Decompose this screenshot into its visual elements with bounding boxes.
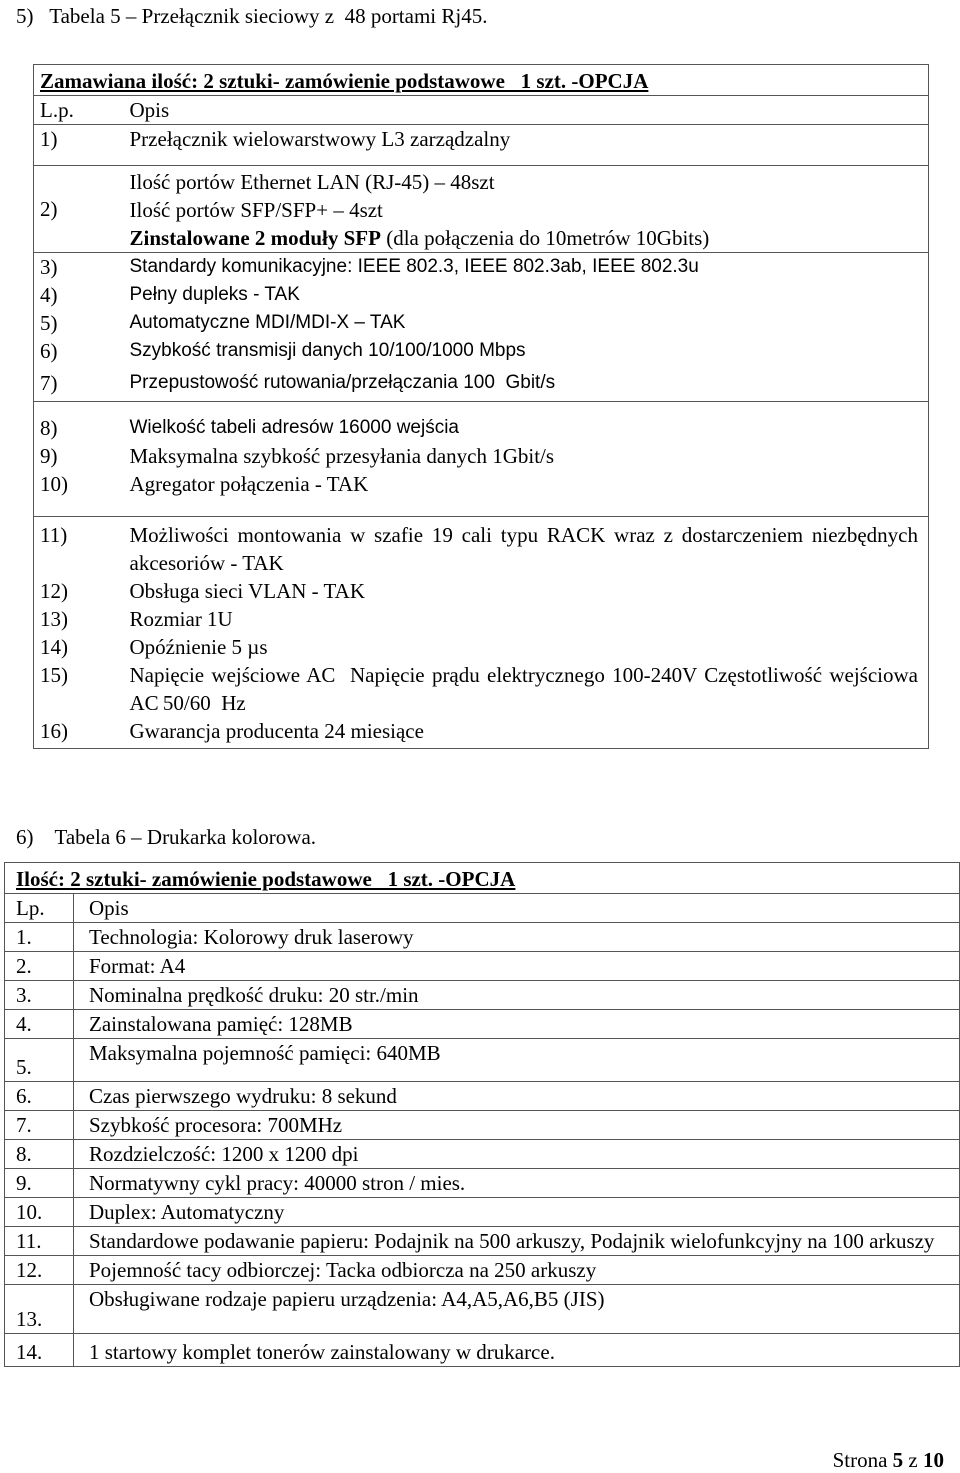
table-row — [5, 1334, 960, 1367]
table-row — [5, 1010, 960, 1039]
table-row — [34, 402, 929, 443]
row-description: Opóźnienie 5 µs — [122, 633, 929, 661]
row-description: Technologia: Kolorowy druk laserowy — [74, 923, 960, 952]
row-number: 6. — [5, 1082, 74, 1111]
row-number: 12) — [34, 577, 122, 605]
row-description: Pojemność tacy odbiorczej: Tacka odbiorcza na 250 arkuszy — [74, 1256, 960, 1285]
row-description: Duplex: Automatyczny — [74, 1198, 960, 1227]
row-number: 15) — [34, 661, 122, 717]
row-description: Gwarancja producenta 24 miesiące — [122, 717, 929, 749]
table-row — [5, 1111, 960, 1140]
row-line: Ilość portów SFP/SFP+ – 4szt — [129, 198, 383, 222]
row-number: 5. — [5, 1039, 74, 1082]
table-row — [34, 717, 929, 749]
table-row — [5, 923, 960, 952]
row-number: 4. — [5, 1010, 74, 1039]
table5-header-row — [34, 96, 929, 125]
row-line — [130, 224, 919, 252]
table-row — [34, 470, 929, 517]
table-row — [5, 1169, 960, 1198]
table-row — [5, 952, 960, 981]
row-number: 13) — [34, 605, 122, 633]
row-line-tail: (dla połączenia do 10metrów 10Gbits) — [380, 226, 710, 250]
table5-quantity: Zamawiana ilość: 2 sztuki- zamówienie podstawowe 1 szt. -OPCJA — [40, 69, 649, 93]
row-number: 1. — [5, 923, 74, 952]
row-number: 7) — [34, 365, 122, 402]
row-number: 7. — [5, 1111, 74, 1140]
section6-heading: 6) Tabela 6 – Drukarka kolorowa. — [16, 825, 317, 849]
row-description — [122, 166, 929, 253]
row-description: Automatyczne MDI/MDI-X – TAK — [122, 309, 929, 337]
footer-page-number: 5 — [892, 1448, 904, 1472]
row-number: 14. — [5, 1334, 74, 1367]
table-row — [34, 442, 929, 470]
row-number: 11. — [5, 1227, 74, 1256]
table6-header-row — [5, 894, 960, 923]
table-row — [34, 253, 929, 282]
footer-mid: z — [903, 1448, 923, 1472]
row-description: Standardowe podawanie papieru: Podajnik na 500 arkuszy, Podajnik wielofunkcyjny na 100 arkuszy — [74, 1227, 960, 1256]
row-number: 8. — [5, 1140, 74, 1169]
table-row — [34, 309, 929, 337]
row-description: 1 startowy komplet tonerów zainstalowany w drukarce. — [74, 1334, 960, 1367]
row-number: 13. — [5, 1285, 74, 1334]
row-number: 9. — [5, 1169, 74, 1198]
table-row — [34, 365, 929, 402]
row-description: Przełącznik wielowarstwowy L3 zarządzalny — [122, 125, 929, 166]
table6-col-lp: Lp. — [5, 894, 74, 923]
row-description: Przepustowość rutowania/przełączania 100 Gbit/s — [122, 365, 929, 402]
row-number: 14) — [34, 633, 122, 661]
table-row — [34, 517, 929, 578]
row-description: Pełny dupleks - TAK — [122, 281, 929, 309]
row-number: 16) — [34, 717, 122, 749]
row-description: Format: A4 — [74, 952, 960, 981]
row-number: 9) — [34, 442, 122, 470]
footer-page-total: 10 — [923, 1448, 944, 1472]
row-description: Rozdzielczość: 1200 x 1200 dpi — [74, 1140, 960, 1169]
table6-quantity: 2 sztuki- zamówienie podstawowe 1 szt. -OPCJA — [70, 867, 516, 891]
row-description: Szybkość transmisji danych 10/100/1000 Mbps — [122, 337, 929, 365]
table5-switch — [33, 64, 929, 749]
row-number: 5) — [34, 309, 122, 337]
table-row — [5, 1198, 960, 1227]
table6-printer — [4, 862, 960, 1367]
row-description: Agregator połączenia - TAK — [122, 470, 929, 517]
table-row — [34, 661, 929, 717]
table-row — [34, 125, 929, 166]
row-description: Normatywny cykl pracy: 40000 stron / mies. — [74, 1169, 960, 1198]
table-row — [5, 1039, 960, 1082]
table-row — [34, 337, 929, 365]
table-row — [34, 605, 929, 633]
row-description: Standardy komunikacyjne: IEEE 802.3, IEEE 802.3ab, IEEE 802.3u — [122, 253, 929, 282]
table6-quantity-label: Ilość: — [16, 867, 71, 891]
row-number: 2. — [5, 952, 74, 981]
row-description: Nominalna prędkość druku: 20 str./min — [74, 981, 960, 1010]
table-row — [34, 633, 929, 661]
row-line-bold: Zinstalowane 2 moduły SFP — [129, 226, 381, 250]
row-description: Napięcie wejściowe AC Napięcie prądu elektrycznego 100-240V Częstotliwość wejściowa AC 50/60 Hz — [122, 661, 929, 717]
table5-col-lp: L.p. — [34, 96, 122, 125]
row-number: 4) — [34, 281, 122, 309]
section5-heading: 5) Tabela 5 – Przełącznik sieciowy z 48 portami Rj45. — [16, 4, 488, 28]
table-row — [5, 1227, 960, 1256]
row-number: 2) — [34, 166, 122, 253]
page-footer — [833, 1448, 944, 1473]
table-row — [5, 1082, 960, 1111]
row-description: Maksymalna szybkość przesyłania danych 1Gbit/s — [122, 442, 929, 470]
table6-col-desc: Opis — [74, 894, 960, 923]
row-description: Zainstalowana pamięć: 128MB — [74, 1010, 960, 1039]
row-line: Ilość portów Ethernet LAN (RJ-45) – 48szt — [129, 170, 495, 194]
row-number: 3. — [5, 981, 74, 1010]
table5-quantity-row — [34, 65, 929, 96]
row-description: Możliwości montowania w szafie 19 cali typu RACK wraz z dostarczeniem niezbędnych akcesoriów - TAK — [122, 517, 929, 578]
table-row — [5, 1140, 960, 1169]
row-description: Szybkość procesora: 700MHz — [74, 1111, 960, 1140]
row-number: 1) — [34, 125, 122, 166]
row-description: Rozmiar 1U — [122, 605, 929, 633]
row-number: 11) — [34, 517, 122, 578]
table5-col-desc: Opis — [122, 96, 929, 125]
table-row — [5, 1256, 960, 1285]
row-number: 3) — [34, 253, 122, 282]
table-row — [5, 981, 960, 1010]
table-row — [34, 577, 929, 605]
row-description: Obsługa sieci VLAN - TAK — [122, 577, 929, 605]
table-row — [34, 281, 929, 309]
table-row — [5, 1285, 960, 1334]
row-number: 10) — [34, 470, 122, 517]
row-number: 10. — [5, 1198, 74, 1227]
table-row — [34, 166, 929, 253]
footer-prefix: Strona — [832, 1448, 893, 1472]
row-description: Czas pierwszego wydruku: 8 sekund — [74, 1082, 960, 1111]
row-number: 12. — [5, 1256, 74, 1285]
row-description: Maksymalna pojemność pamięci: 640MB — [74, 1039, 960, 1082]
table6-quantity-row — [5, 863, 960, 894]
row-description: Obsługiwane rodzaje papieru urządzenia: A4,A5,A6,B5 (JIS) — [74, 1285, 960, 1334]
row-number: 8) — [34, 402, 122, 443]
row-number: 6) — [34, 337, 122, 365]
row-description: Wielkość tabeli adresów 16000 wejścia — [122, 402, 929, 443]
